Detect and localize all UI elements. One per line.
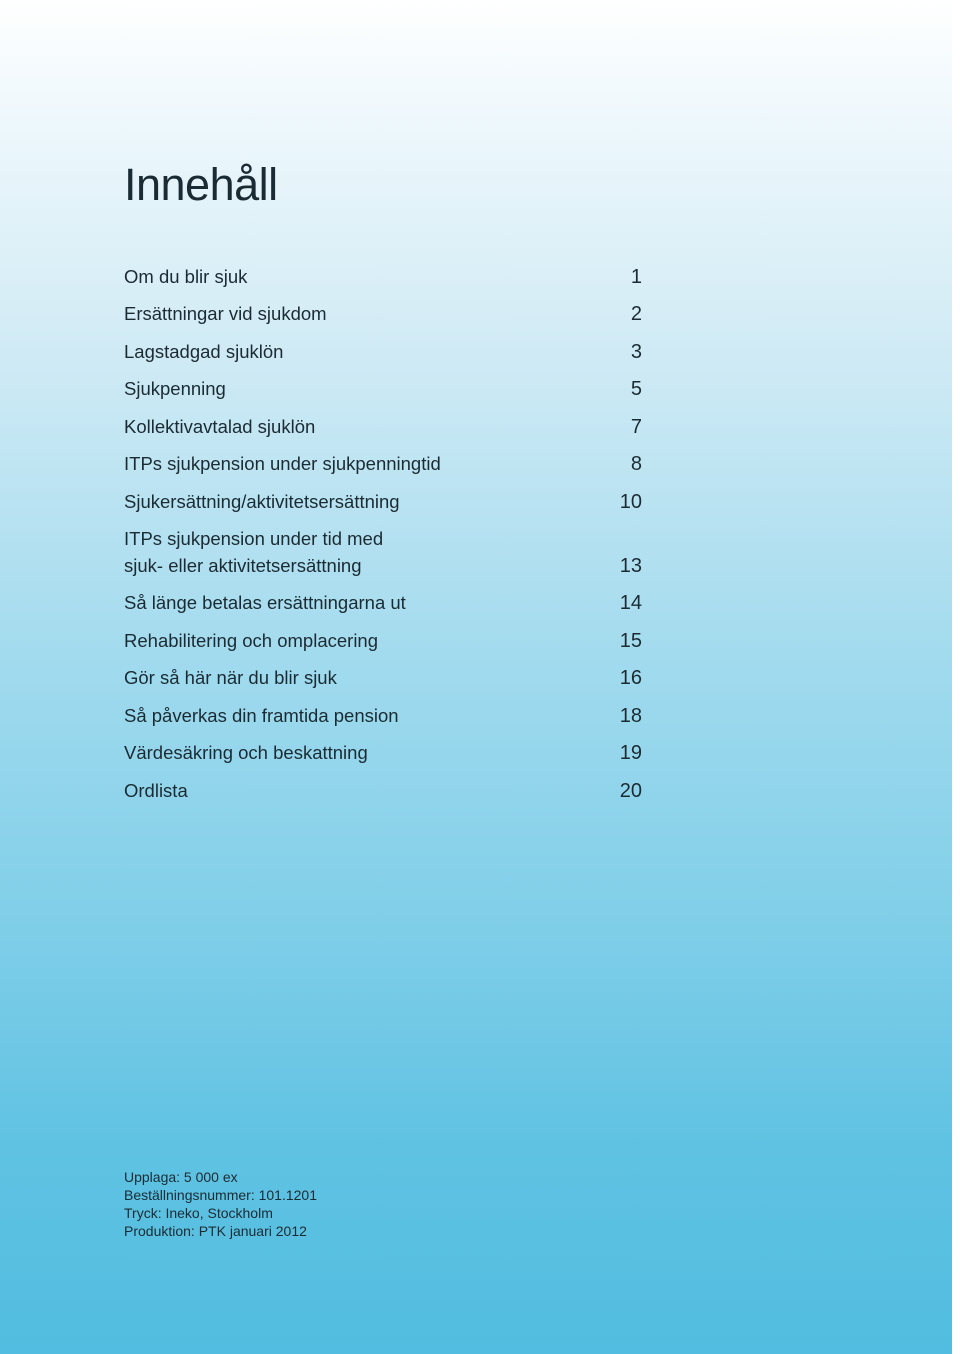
toc-entry[interactable] <box>124 585 642 623</box>
toc-entry-page-number: 8 <box>630 453 642 475</box>
toc-entry[interactable] <box>124 521 642 585</box>
toc-entry-label: Rehabilitering och omplacering <box>124 629 379 651</box>
toc-entry[interactable] <box>124 446 642 484</box>
toc-entry[interactable] <box>124 296 642 334</box>
toc-entry[interactable] <box>124 772 642 810</box>
toc-entry-label: ITPs sjukpension under sjukpenningtid <box>124 453 441 474</box>
toc-entry-page-number: 10 <box>619 490 642 513</box>
toc-entry-label: Gör så här när du blir sjuk <box>124 667 337 688</box>
table-of-contents <box>124 258 642 810</box>
toc-entry-page-number: 20 <box>619 779 642 802</box>
toc-entry-page-number: 1 <box>630 265 642 288</box>
toc-entry[interactable] <box>124 697 642 735</box>
toc-entry-page-number: 7 <box>630 415 642 438</box>
toc-entry[interactable] <box>124 371 642 409</box>
toc-entry-page-number: 16 <box>619 667 642 689</box>
colophon <box>124 1168 317 1240</box>
toc-entry-page-number: 2 <box>630 303 642 325</box>
toc-entry-page-number: 18 <box>619 704 642 727</box>
toc-entry-label: Sjukersättning/aktivitetsersättning <box>124 490 400 512</box>
toc-entry-label: Om du blir sjuk <box>124 265 248 287</box>
toc-entry-label: Kollektivavtalad sjuklön <box>124 415 316 437</box>
toc-entry-label: Så påverkas din framtida pension <box>124 704 399 726</box>
colophon-tryck: Tryck: Ineko, Stockholm <box>124 1205 273 1221</box>
toc-entry[interactable] <box>124 660 642 698</box>
toc-entry-label: Ordlista <box>124 779 188 801</box>
toc-entry[interactable] <box>124 408 642 446</box>
toc-entry-page-number: 5 <box>630 378 642 400</box>
toc-entry[interactable] <box>124 622 642 660</box>
toc-entry-label: Lagstadgad sjuklön <box>124 340 284 362</box>
toc-entry-label: Ersättningar vid sjukdom <box>124 303 327 324</box>
toc-entry-label: Så länge betalas ersättningarna ut <box>124 592 406 613</box>
toc-entry[interactable] <box>124 483 642 521</box>
toc-entry-page-number: 14 <box>619 592 642 614</box>
toc-entry-label: Värdesäkring och beskattning <box>124 742 368 763</box>
page-edge <box>952 0 960 1354</box>
page-title: Innehåll <box>124 159 278 210</box>
toc-entry-label: ITPs sjukpension under tid med sjuk- eller aktivitetsersättning <box>124 528 384 576</box>
toc-entry[interactable] <box>124 258 642 296</box>
toc-entry-page-number: 15 <box>619 629 642 652</box>
colophon-bestallningsnummer: Beställningsnummer: 101.1201 <box>124 1187 318 1203</box>
toc-entry[interactable] <box>124 333 642 371</box>
toc-entry[interactable] <box>124 735 642 773</box>
toc-entry-label: Sjukpenning <box>124 378 226 399</box>
toc-entry-page-number: 3 <box>630 340 642 363</box>
colophon-upplaga: Upplaga: 5 000 ex <box>124 1169 238 1185</box>
toc-entry-page-number: 13 <box>619 554 642 577</box>
colophon-produktion: Produktion: PTK januari 2012 <box>124 1223 307 1239</box>
toc-entry-page-number: 19 <box>619 742 642 764</box>
